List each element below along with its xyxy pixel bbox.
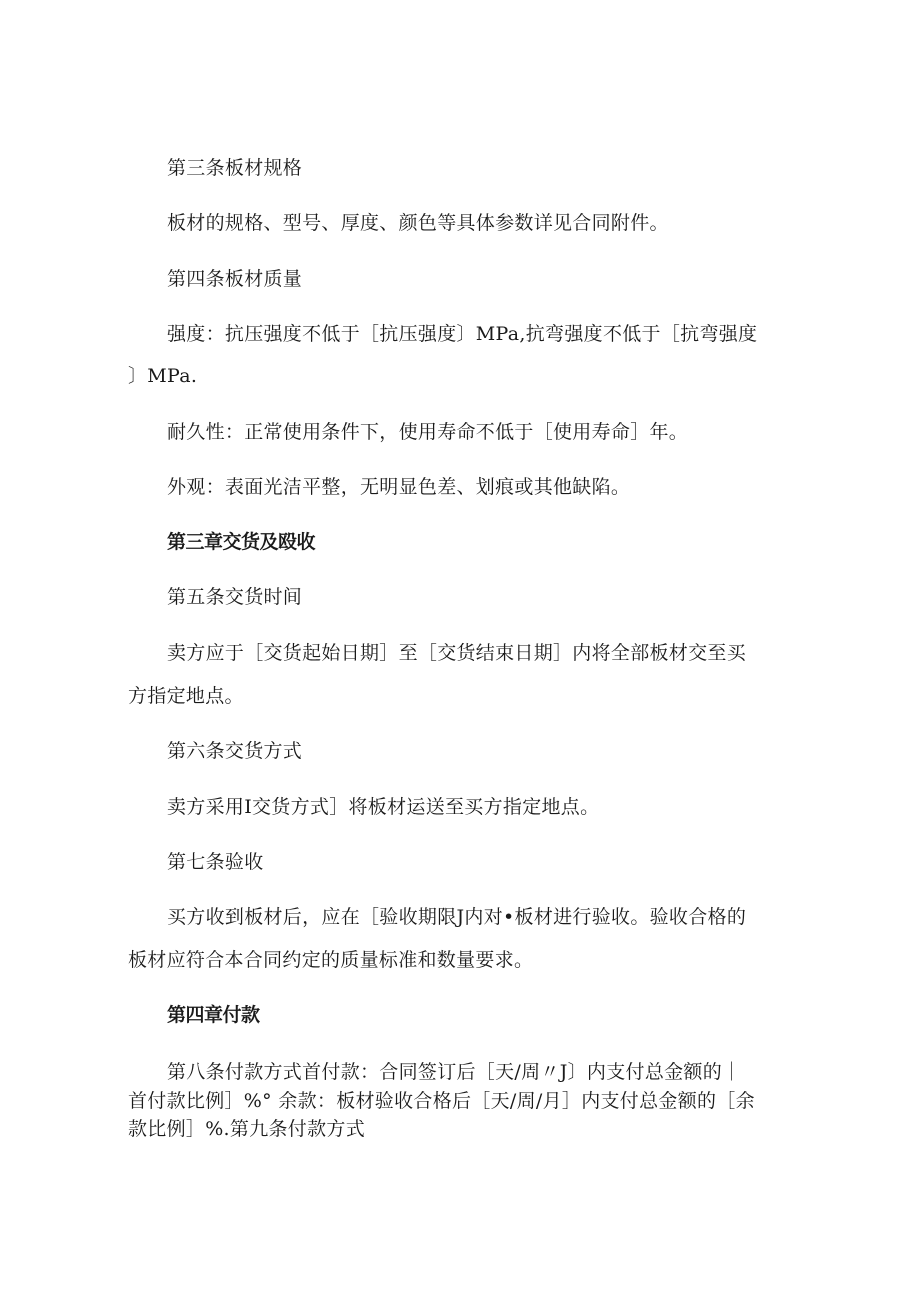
article-7-title: 第七条验收 — [167, 851, 264, 873]
article-7-body-line2: 板材应符合本合同约定的质量标准和数量要求。 — [128, 949, 534, 971]
chapter-3-title: 第三章交货及殴收 — [167, 531, 316, 553]
article-8-body-line2: 首付款比例］%° 余款：板材验收合格后［天/周/月］内支付总金额的［余 — [128, 1090, 755, 1112]
article-4-appearance: 外观：表面光洁平整，无明显色差、划痕或其他缺陷。 — [167, 476, 631, 498]
article-5-title: 第五条交货时间 — [167, 586, 303, 608]
article-6-body: 卖方采用I交货方式］将板材运送至买方指定地点。 — [167, 796, 600, 818]
article-7-body-line1: 买方收到板材后，应在［验收期限J内对•板材进行验收。验收合格的 — [167, 906, 747, 928]
article-4-title: 第四条板材质量 — [167, 268, 303, 290]
article-4-durability: 耐久性：正常使用条件下，使用寿命不低于［使用寿命］年。 — [167, 421, 689, 443]
article-5-body-line1: 卖方应于［交货起始日期］至［交货结束日期］内将全部板材交至买 — [167, 642, 747, 664]
article-3-title: 第三条板材规格 — [167, 157, 303, 179]
article-5-body-line2: 方指定地点。 — [128, 685, 244, 707]
chapter-4-title: 第四章付款 — [167, 1004, 260, 1026]
article-3-body: 板材的规格、型号、厚度、颜色等具体参数详见合同附件。 — [167, 212, 669, 234]
article-6-title: 第六条交货方式 — [167, 740, 303, 762]
article-8-body-line1: 第八条付款方式首付款：合同签订后［天/周〃J〕内支付总金额的｜ — [167, 1061, 742, 1083]
article-8-body-line3: 款比例］%.第九条付款方式 — [128, 1118, 365, 1140]
article-4-strength-line1: 强度：抗压强度不低于［抗压强度〕MPa,抗弯强度不低于［抗弯强度 — [167, 323, 758, 345]
article-4-strength-line2: 〕MPa. — [128, 365, 198, 387]
